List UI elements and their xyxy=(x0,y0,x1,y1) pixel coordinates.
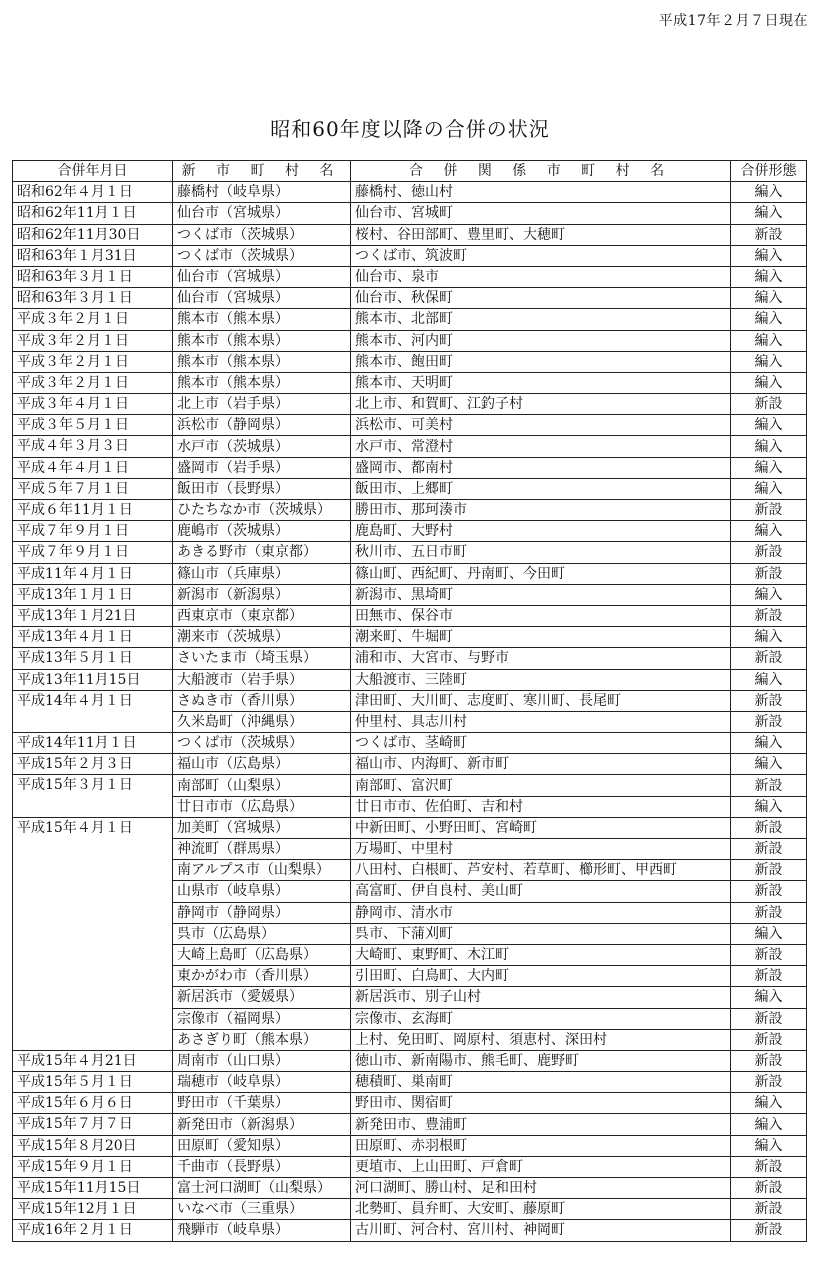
merge-type-cell: 新設 xyxy=(731,1050,807,1071)
merge-date-cell: 平成５年７月１日 xyxy=(13,478,173,499)
merge-date-cell: 平成３年５月１日 xyxy=(13,415,173,436)
new-municipality-cell: 東かがわ市（香川県） xyxy=(173,966,351,987)
merge-date-cell: 平成14年４月１日 xyxy=(13,690,173,732)
merge-type-cell: 編入 xyxy=(731,351,807,372)
new-municipality-cell: 熊本市（熊本県） xyxy=(173,309,351,330)
new-municipality-cell: 潮来市（茨城県） xyxy=(173,627,351,648)
merge-type-cell: 新設 xyxy=(731,881,807,902)
new-municipality-cell: 周南市（山口県） xyxy=(173,1050,351,1071)
related-municipalities-cell: 田無市、保谷市 xyxy=(351,605,731,626)
merge-date-cell: 平成15年４月１日 xyxy=(13,817,173,1050)
merge-date-cell: 平成６年11月１日 xyxy=(13,500,173,521)
merge-type-cell: 新設 xyxy=(731,500,807,521)
related-municipalities-cell: 古川町、河合村、宮川村、神岡町 xyxy=(351,1220,731,1241)
new-municipality-cell: 飛騨市（岐阜県） xyxy=(173,1220,351,1241)
merge-type-cell: 編入 xyxy=(731,182,807,203)
related-municipalities-cell: 熊本市、天明町 xyxy=(351,372,731,393)
new-municipality-cell: 宗像市（福岡県） xyxy=(173,1008,351,1029)
new-municipality-cell: 新発田市（新潟県） xyxy=(173,1114,351,1135)
new-municipality-cell: 仙台市（宮城県） xyxy=(173,288,351,309)
merge-type-cell: 新設 xyxy=(731,902,807,923)
new-municipality-cell: 水戸市（茨城県） xyxy=(173,436,351,457)
header-merge-type: 合併形態 xyxy=(731,161,807,182)
related-municipalities-cell: 新潟市、黒埼町 xyxy=(351,584,731,605)
merge-date-cell: 平成３年２月１日 xyxy=(13,309,173,330)
merge-date-cell: 平成３年２月１日 xyxy=(13,372,173,393)
merge-date-cell: 平成16年２月１日 xyxy=(13,1220,173,1241)
merge-date-cell: 平成11年４月１日 xyxy=(13,563,173,584)
related-municipalities-cell: 中新田町、小野田町、宮崎町 xyxy=(351,817,731,838)
related-municipalities-cell: 新居浜市、別子山村 xyxy=(351,987,731,1008)
related-municipalities-cell: 福山市、内海町、新市町 xyxy=(351,754,731,775)
new-municipality-cell: 仙台市（宮城県） xyxy=(173,266,351,287)
header-related-municipalities: 合 併 関 係 市 町 村 名 xyxy=(351,161,731,182)
table-body xyxy=(13,182,807,1241)
related-municipalities-cell: 飯田市、上郷町 xyxy=(351,478,731,499)
new-municipality-cell: 久米島町（沖縄県） xyxy=(173,711,351,732)
table-row xyxy=(13,669,807,690)
related-municipalities-cell: 津田町、大川町、志度町、寒川町、長尾町 xyxy=(351,690,731,711)
merge-date-cell: 平成15年５月１日 xyxy=(13,1072,173,1093)
merge-type-cell: 編入 xyxy=(731,1114,807,1135)
merge-type-cell: 新設 xyxy=(731,839,807,860)
table-row xyxy=(13,1135,807,1156)
related-municipalities-cell: 高富町、伊自良村、美山町 xyxy=(351,881,731,902)
merge-type-cell: 編入 xyxy=(731,478,807,499)
new-municipality-cell: 大船渡市（岩手県） xyxy=(173,669,351,690)
table-row xyxy=(13,1178,807,1199)
merge-type-cell: 新設 xyxy=(731,648,807,669)
related-municipalities-cell: 浜松市、可美村 xyxy=(351,415,731,436)
new-municipality-cell: 仙台市（宮城県） xyxy=(173,203,351,224)
new-municipality-cell: 神流町（群馬県） xyxy=(173,839,351,860)
related-municipalities-cell: 仙台市、秋保町 xyxy=(351,288,731,309)
new-municipality-cell: 静岡市（静岡県） xyxy=(173,902,351,923)
new-municipality-cell: 加美町（宮城県） xyxy=(173,817,351,838)
table-row xyxy=(13,584,807,605)
related-municipalities-cell: 静岡市、清水市 xyxy=(351,902,731,923)
document-title: 昭和60年度以降の合併の状況 xyxy=(270,117,550,141)
new-municipality-cell: 大崎上島町（広島県） xyxy=(173,944,351,965)
merge-type-cell: 新設 xyxy=(731,1008,807,1029)
new-municipality-cell: 瑞穂市（岐阜県） xyxy=(173,1072,351,1093)
table-row xyxy=(13,1199,807,1220)
merge-date-cell: 平成13年４月１日 xyxy=(13,627,173,648)
merge-date-cell: 平成15年12月１日 xyxy=(13,1199,173,1220)
new-municipality-cell: 新潟市（新潟県） xyxy=(173,584,351,605)
new-municipality-cell: 福山市（広島県） xyxy=(173,754,351,775)
new-municipality-cell: ひたちなか市（茨城県） xyxy=(173,500,351,521)
table-row xyxy=(13,203,807,224)
table-row xyxy=(13,457,807,478)
merge-type-cell: 編入 xyxy=(731,330,807,351)
table-header xyxy=(13,161,807,182)
table-row xyxy=(13,605,807,626)
merge-type-cell: 新設 xyxy=(731,1029,807,1050)
related-municipalities-cell: 熊本市、河内町 xyxy=(351,330,731,351)
related-municipalities-cell: 万場町、中里村 xyxy=(351,839,731,860)
new-municipality-cell: つくば市（茨城県） xyxy=(173,224,351,245)
new-municipality-cell: 熊本市（熊本県） xyxy=(173,351,351,372)
table-row xyxy=(13,351,807,372)
related-municipalities-cell: 篠山町、西紀町、丹南町、今田町 xyxy=(351,563,731,584)
merge-type-cell: 新設 xyxy=(731,1072,807,1093)
table-row xyxy=(13,224,807,245)
table-row xyxy=(13,690,807,711)
related-municipalities-cell: 徳山市、新南陽市、熊毛町、鹿野町 xyxy=(351,1050,731,1071)
merge-date-cell: 平成15年４月21日 xyxy=(13,1050,173,1071)
merge-type-cell: 編入 xyxy=(731,1093,807,1114)
table-row xyxy=(13,266,807,287)
merge-date-cell: 昭和63年３月１日 xyxy=(13,266,173,287)
table-row xyxy=(13,245,807,266)
table-row xyxy=(13,1072,807,1093)
merge-type-cell: 新設 xyxy=(731,944,807,965)
merge-type-cell: 新設 xyxy=(731,966,807,987)
related-municipalities-cell: 秋川市、五日市町 xyxy=(351,542,731,563)
related-municipalities-cell: 田原町、赤羽根町 xyxy=(351,1135,731,1156)
new-municipality-cell: 北上市（岩手県） xyxy=(173,394,351,415)
related-municipalities-cell: 熊本市、飽田町 xyxy=(351,351,731,372)
merge-type-cell: 新設 xyxy=(731,1178,807,1199)
merge-date-cell: 平成13年11月15日 xyxy=(13,669,173,690)
table-row xyxy=(13,733,807,754)
table-row xyxy=(13,563,807,584)
table-row xyxy=(13,288,807,309)
related-municipalities-cell: 呉市、下蒲刈町 xyxy=(351,923,731,944)
related-municipalities-cell: 勝田市、那珂湊市 xyxy=(351,500,731,521)
related-municipalities-cell: 更埴市、上山田町、戸倉町 xyxy=(351,1156,731,1177)
related-municipalities-cell: 八田村、白根町、芦安村、若草町、櫛形町、甲西町 xyxy=(351,860,731,881)
merge-date-cell: 平成14年11月１日 xyxy=(13,733,173,754)
merge-date-cell: 平成４年４月１日 xyxy=(13,457,173,478)
merge-type-cell: 編入 xyxy=(731,521,807,542)
merge-type-cell: 新設 xyxy=(731,224,807,245)
new-municipality-cell: さいたま市（埼玉県） xyxy=(173,648,351,669)
merge-type-cell: 編入 xyxy=(731,288,807,309)
merge-date-cell: 平成７年９月１日 xyxy=(13,542,173,563)
merge-type-cell: 新設 xyxy=(731,690,807,711)
table-row xyxy=(13,521,807,542)
new-municipality-cell: 鹿嶋市（茨城県） xyxy=(173,521,351,542)
merge-type-cell: 編入 xyxy=(731,627,807,648)
table-row xyxy=(13,1156,807,1177)
related-municipalities-cell: 仲里村、具志川村 xyxy=(351,711,731,732)
merge-date-cell: 平成15年２月３日 xyxy=(13,754,173,775)
new-municipality-cell: 田原町（愛知県） xyxy=(173,1135,351,1156)
merge-type-cell: 新設 xyxy=(731,817,807,838)
merger-table xyxy=(12,160,807,1242)
table-row xyxy=(13,627,807,648)
merge-type-cell: 編入 xyxy=(731,669,807,690)
table-row xyxy=(13,436,807,457)
related-municipalities-cell: 引田町、白鳥町、大内町 xyxy=(351,966,731,987)
merge-date-cell: 平成13年５月１日 xyxy=(13,648,173,669)
related-municipalities-cell: 野田市、関宿町 xyxy=(351,1093,731,1114)
new-municipality-cell: あきる野市（東京都） xyxy=(173,542,351,563)
merge-date-cell: 昭和62年11月１日 xyxy=(13,203,173,224)
new-municipality-cell: 野田市（千葉県） xyxy=(173,1093,351,1114)
related-municipalities-cell: 水戸市、常澄村 xyxy=(351,436,731,457)
merge-date-cell: 平成３年２月１日 xyxy=(13,330,173,351)
related-municipalities-cell: 盛岡市、都南村 xyxy=(351,457,731,478)
merge-type-cell: 新設 xyxy=(731,605,807,626)
merge-type-cell: 新設 xyxy=(731,1220,807,1241)
merge-type-cell: 新設 xyxy=(731,563,807,584)
related-municipalities-cell: 穂積町、巣南町 xyxy=(351,1072,731,1093)
as-of-date: 平成17年２月７日現在 xyxy=(658,13,808,29)
header-row xyxy=(13,161,807,182)
merge-type-cell: 編入 xyxy=(731,584,807,605)
new-municipality-cell: 呉市（広島県） xyxy=(173,923,351,944)
merge-type-cell: 編入 xyxy=(731,923,807,944)
related-municipalities-cell: 浦和市、大宮市、与野市 xyxy=(351,648,731,669)
new-municipality-cell: 篠山市（兵庫県） xyxy=(173,563,351,584)
new-municipality-cell: あさぎり町（熊本県） xyxy=(173,1029,351,1050)
table-row xyxy=(13,415,807,436)
merge-date-cell: 平成７年９月１日 xyxy=(13,521,173,542)
table-row xyxy=(13,1114,807,1135)
merge-type-cell: 新設 xyxy=(731,1156,807,1177)
merge-date-cell: 昭和63年３月１日 xyxy=(13,288,173,309)
merge-type-cell: 編入 xyxy=(731,457,807,478)
related-municipalities-cell: 上村、免田町、岡原村、須恵村、深田村 xyxy=(351,1029,731,1050)
merge-type-cell: 編入 xyxy=(731,415,807,436)
table-row xyxy=(13,817,807,838)
table-row xyxy=(13,330,807,351)
table-row xyxy=(13,1220,807,1241)
merge-type-cell: 編入 xyxy=(731,203,807,224)
merge-type-cell: 編入 xyxy=(731,987,807,1008)
merge-date-cell: 平成13年１月１日 xyxy=(13,584,173,605)
merge-date-cell: 平成15年７月７日 xyxy=(13,1114,173,1135)
related-municipalities-cell: 北上市、和賀町、江釣子村 xyxy=(351,394,731,415)
merge-date-cell: 平成13年１月21日 xyxy=(13,605,173,626)
table-row xyxy=(13,500,807,521)
merge-type-cell: 編入 xyxy=(731,266,807,287)
merge-type-cell: 編入 xyxy=(731,309,807,330)
related-municipalities-cell: 熊本市、北部町 xyxy=(351,309,731,330)
merge-type-cell: 編入 xyxy=(731,372,807,393)
table-row xyxy=(13,775,807,796)
related-municipalities-cell: 仙台市、宮城町 xyxy=(351,203,731,224)
merge-type-cell: 新設 xyxy=(731,775,807,796)
merge-date-cell: 平成４年３月３日 xyxy=(13,436,173,457)
new-municipality-cell: 西東京市（東京都） xyxy=(173,605,351,626)
merge-date-cell: 平成15年９月１日 xyxy=(13,1156,173,1177)
new-municipality-cell: 山県市（岐阜県） xyxy=(173,881,351,902)
new-municipality-cell: 南アルプス市（山梨県） xyxy=(173,860,351,881)
related-municipalities-cell: 仙台市、泉市 xyxy=(351,266,731,287)
related-municipalities-cell: 宗像市、玄海町 xyxy=(351,1008,731,1029)
merge-type-cell: 新設 xyxy=(731,394,807,415)
merge-type-cell: 編入 xyxy=(731,796,807,817)
merge-type-cell: 新設 xyxy=(731,711,807,732)
merge-type-cell: 編入 xyxy=(731,436,807,457)
merge-type-cell: 編入 xyxy=(731,733,807,754)
new-municipality-cell: 廿日市市（広島県） xyxy=(173,796,351,817)
new-municipality-cell: 盛岡市（岩手県） xyxy=(173,457,351,478)
new-municipality-cell: 飯田市（長野県） xyxy=(173,478,351,499)
merge-type-cell: 編入 xyxy=(731,245,807,266)
table-row xyxy=(13,309,807,330)
merge-date-cell: 平成15年11月15日 xyxy=(13,1178,173,1199)
table-row xyxy=(13,478,807,499)
new-municipality-cell: いなべ市（三重県） xyxy=(173,1199,351,1220)
new-municipality-cell: つくば市（茨城県） xyxy=(173,245,351,266)
table-row xyxy=(13,394,807,415)
table-row xyxy=(13,182,807,203)
new-municipality-cell: 熊本市（熊本県） xyxy=(173,372,351,393)
table-row xyxy=(13,1093,807,1114)
new-municipality-cell: 新居浜市（愛媛県） xyxy=(173,987,351,1008)
related-municipalities-cell: 廿日市市、佐伯町、吉和村 xyxy=(351,796,731,817)
new-municipality-cell: 千曲市（長野県） xyxy=(173,1156,351,1177)
related-municipalities-cell: 大船渡市、三陸町 xyxy=(351,669,731,690)
table-row xyxy=(13,542,807,563)
merge-type-cell: 新設 xyxy=(731,542,807,563)
merge-date-cell: 昭和62年４月１日 xyxy=(13,182,173,203)
merge-type-cell: 新設 xyxy=(731,860,807,881)
table-row xyxy=(13,648,807,669)
new-municipality-cell: 藤橋村（岐阜県） xyxy=(173,182,351,203)
new-municipality-cell: 南部町（山梨県） xyxy=(173,775,351,796)
merge-date-cell: 平成15年３月１日 xyxy=(13,775,173,817)
related-municipalities-cell: 鹿島町、大野村 xyxy=(351,521,731,542)
related-municipalities-cell: 河口湖町、勝山村、足和田村 xyxy=(351,1178,731,1199)
merge-date-cell: 昭和63年１月31日 xyxy=(13,245,173,266)
related-municipalities-cell: 潮来町、牛堀町 xyxy=(351,627,731,648)
related-municipalities-cell: つくば市、筑波町 xyxy=(351,245,731,266)
table-row xyxy=(13,1050,807,1071)
related-municipalities-cell: 南部町、富沢町 xyxy=(351,775,731,796)
new-municipality-cell: 富士河口湖町（山梨県） xyxy=(173,1178,351,1199)
merge-date-cell: 平成３年２月１日 xyxy=(13,351,173,372)
table-row xyxy=(13,372,807,393)
merge-type-cell: 編入 xyxy=(731,754,807,775)
merge-date-cell: 平成15年８月20日 xyxy=(13,1135,173,1156)
header-new-municipality: 新 市 町 村 名 xyxy=(173,161,351,182)
new-municipality-cell: 熊本市（熊本県） xyxy=(173,330,351,351)
related-municipalities-cell: 藤橋村、徳山村 xyxy=(351,182,731,203)
merge-date-cell: 平成３年４月１日 xyxy=(13,394,173,415)
new-municipality-cell: つくば市（茨城県） xyxy=(173,733,351,754)
table-row xyxy=(13,754,807,775)
merge-type-cell: 新設 xyxy=(731,1199,807,1220)
related-municipalities-cell: 大崎町、東野町、木江町 xyxy=(351,944,731,965)
merge-date-cell: 平成15年６月６日 xyxy=(13,1093,173,1114)
merge-type-cell: 編入 xyxy=(731,1135,807,1156)
related-municipalities-cell: つくば市、茎崎町 xyxy=(351,733,731,754)
header-merge-date: 合併年月日 xyxy=(13,161,173,182)
related-municipalities-cell: 新発田市、豊浦町 xyxy=(351,1114,731,1135)
new-municipality-cell: 浜松市（静岡県） xyxy=(173,415,351,436)
related-municipalities-cell: 北勢町、員弁町、大安町、藤原町 xyxy=(351,1199,731,1220)
new-municipality-cell: さぬき市（香川県） xyxy=(173,690,351,711)
related-municipalities-cell: 桜村、谷田部町、豊里町、大穂町 xyxy=(351,224,731,245)
merge-date-cell: 昭和62年11月30日 xyxy=(13,224,173,245)
